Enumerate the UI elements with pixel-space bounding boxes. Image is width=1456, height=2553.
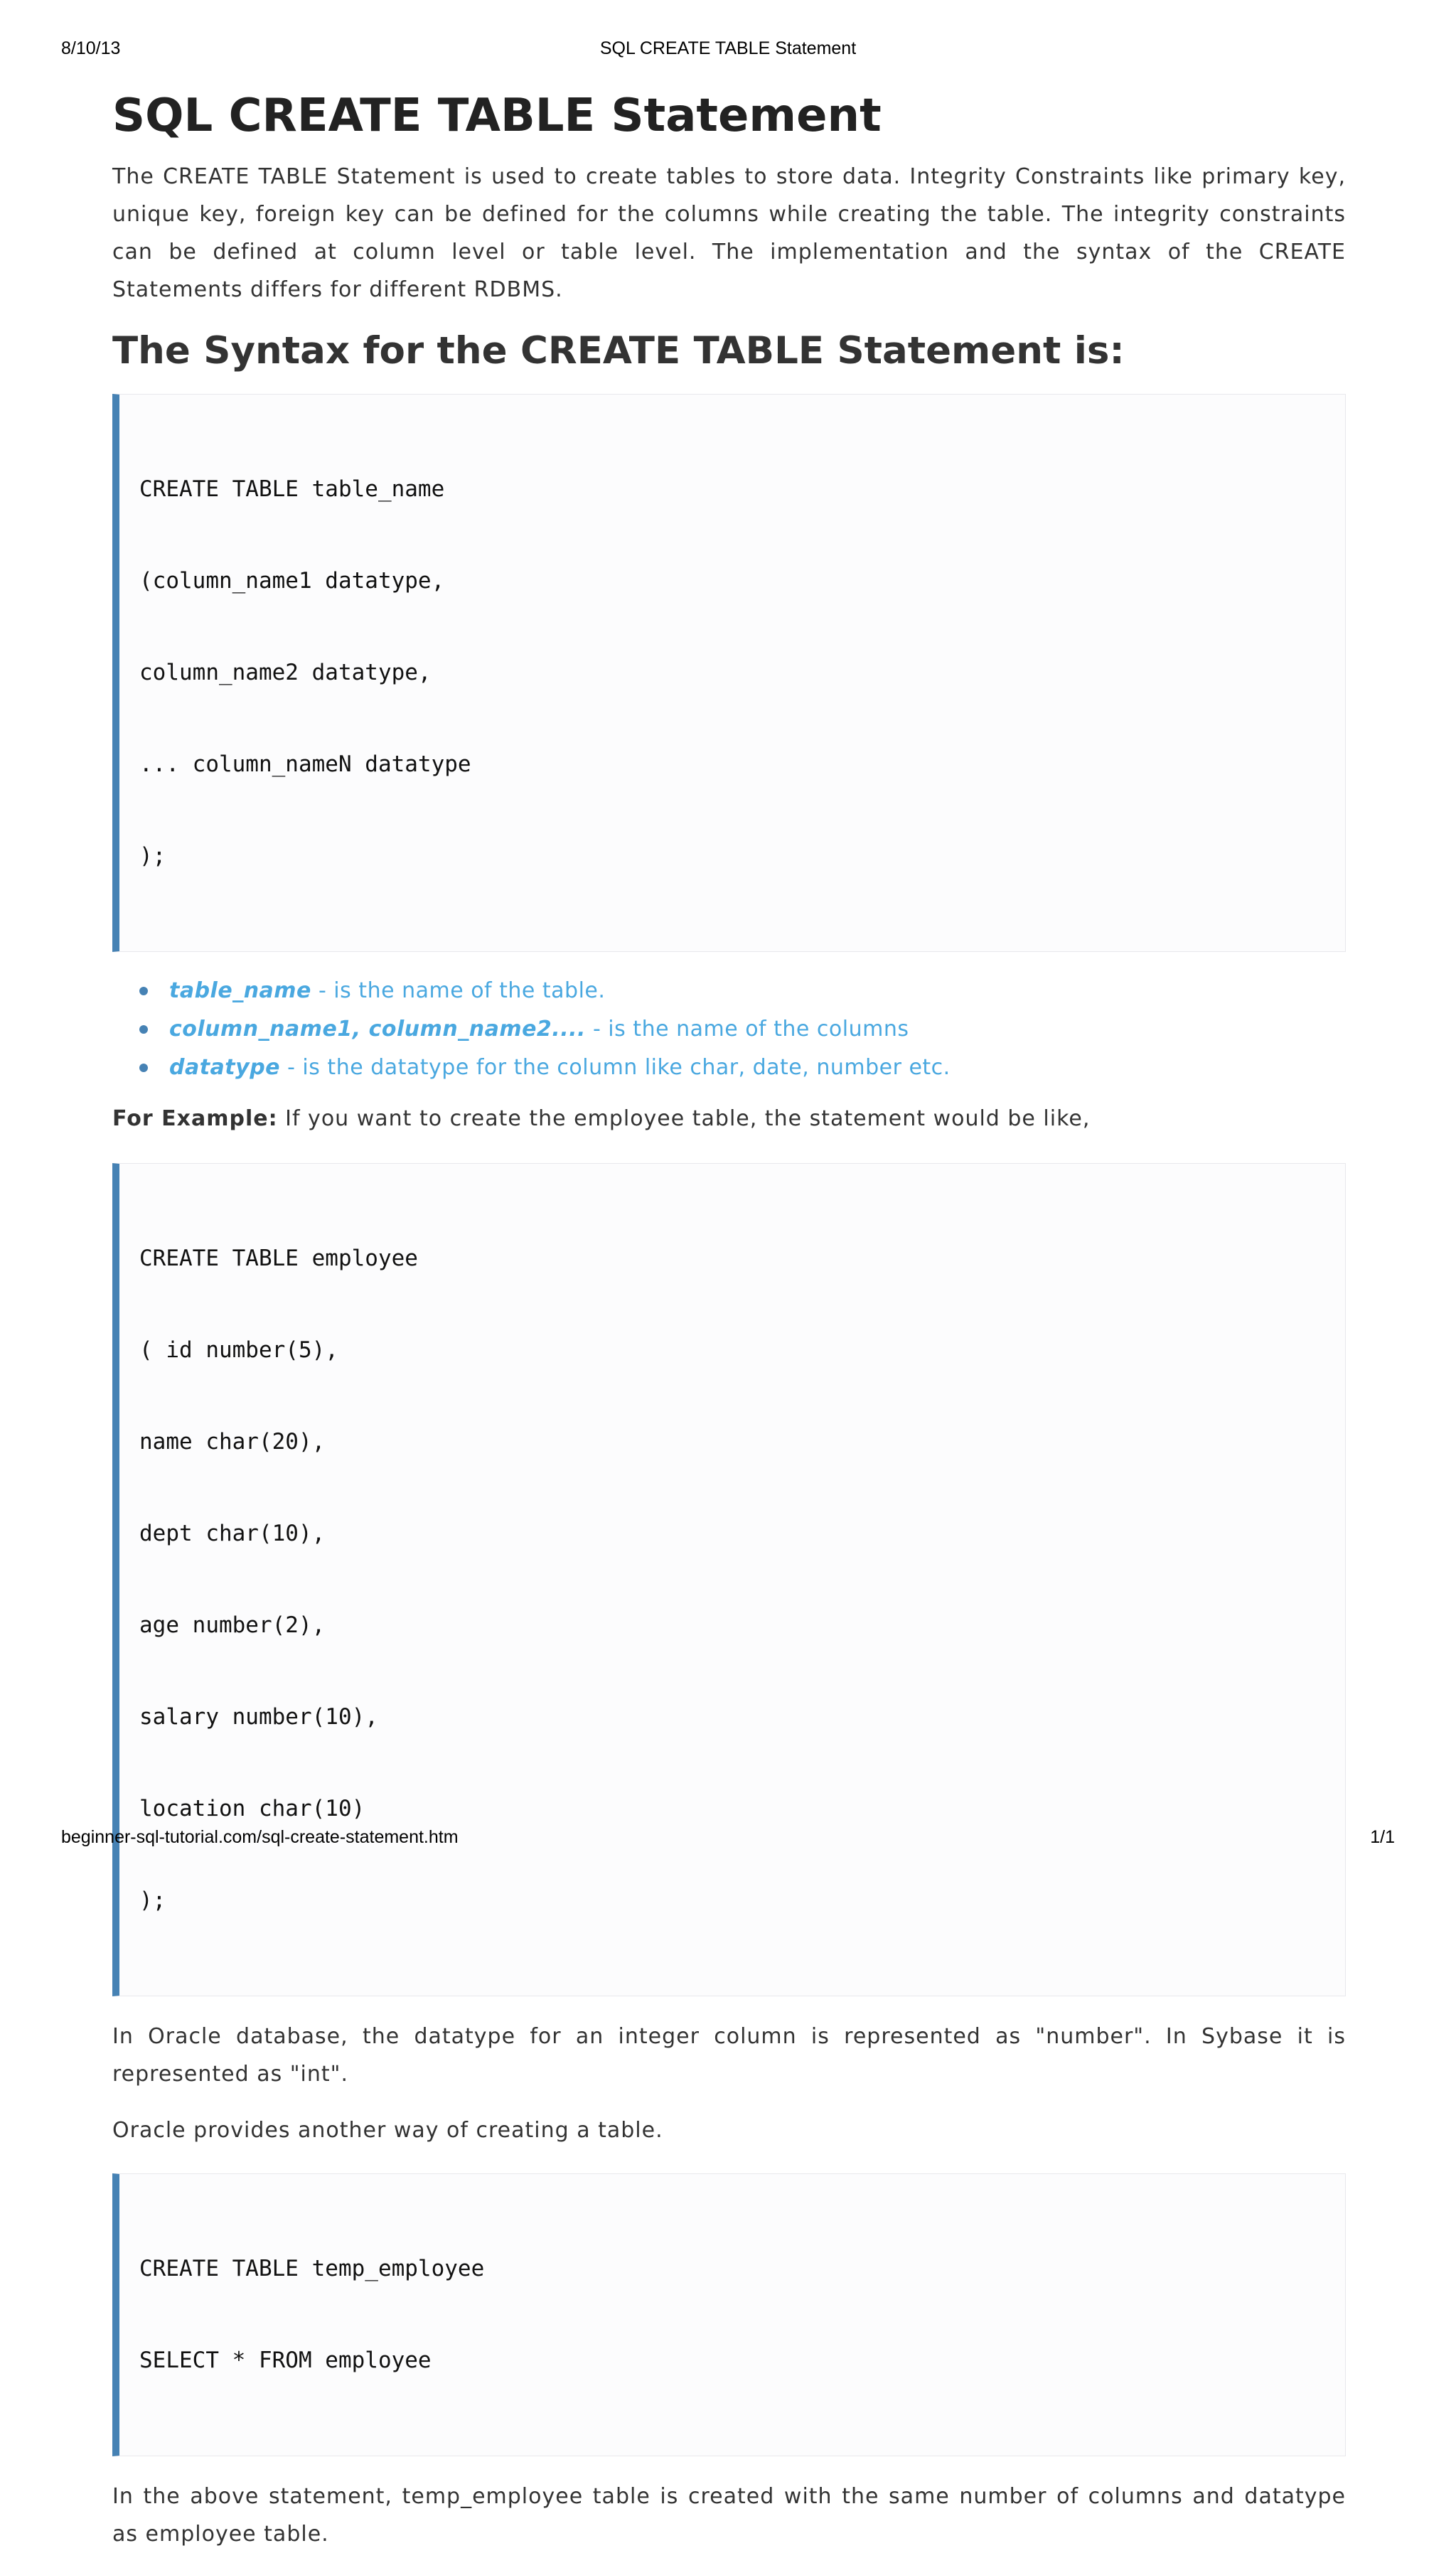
- example-label: For Example:: [112, 1106, 278, 1131]
- code-line: salary number(10),: [139, 1704, 378, 1730]
- definition-term: column_name1, column_name2....: [169, 1017, 586, 1042]
- code-line: ... column_nameN datatype: [139, 751, 471, 777]
- page-title: SQL CREATE TABLE Statement: [112, 90, 882, 142]
- syntax-code-block: [112, 394, 1346, 952]
- oracle-alt-text: Oracle provides another way of creating a table.: [112, 2118, 663, 2143]
- code-line: name char(20),: [139, 1429, 326, 1455]
- closing-paragraph: In the above statement, temp_employee table is created with the same number of columns and datatype as employee table.: [112, 2484, 1346, 2547]
- bullet-icon: [139, 987, 148, 995]
- code-line: CREATE TABLE table_name: [139, 476, 445, 502]
- print-page-number: 1/1: [1370, 1827, 1395, 1847]
- bullet-icon: [139, 1025, 148, 1034]
- oracle-code-block: [112, 2173, 1346, 2456]
- definition-desc: - is the name of the columns: [585, 1017, 909, 1042]
- syntax-heading: The Syntax for the CREATE TABLE Statement is:: [112, 329, 1125, 373]
- definition-desc: - is the name of the table.: [311, 978, 606, 1003]
- bullet-icon: [139, 1064, 148, 1072]
- print-title: SQL CREATE TABLE Statement: [599, 38, 857, 58]
- code-line: CREATE TABLE employee: [139, 1246, 418, 1271]
- definition-list: [112, 972, 1346, 1087]
- intro-paragraph: The CREATE TABLE Statement is used to create tables to store data. Integrity Constraints like primary key, unique key, foreign key can be defined for the columns while creating the table. The integrity constraints can be defined at column level or table level. The implementation and the syntax of the CREATE Statements differs for different RDBMS.: [112, 164, 1346, 302]
- list-item: [139, 1049, 1346, 1087]
- list-item: [139, 1010, 1346, 1049]
- definition-term: datatype: [169, 1055, 281, 1080]
- definition-desc: - is the datatype for the column like char, date, number etc.: [280, 1055, 951, 1080]
- code-line: CREATE TABLE temp_employee: [139, 2256, 485, 2281]
- code-line: location char(10): [139, 1796, 365, 1821]
- print-header: [61, 38, 1395, 63]
- definition-term: table_name: [169, 978, 311, 1003]
- oracle-note: In Oracle database, the datatype for an integer column is represented as "number". In Sybase it is represented as "int".: [112, 2024, 1346, 2087]
- list-item: [139, 972, 1346, 1010]
- print-url: beginner-sql-tutorial.com/sql-create-statement.htm: [61, 1827, 459, 1847]
- code-line: age number(2),: [139, 1612, 326, 1638]
- code-line: ( id number(5),: [139, 1337, 338, 1363]
- article: [112, 84, 1346, 2553]
- code-line: dept char(10),: [139, 1521, 326, 1546]
- code-line: );: [139, 1888, 166, 1913]
- example-code-block: [112, 1163, 1346, 1996]
- code-line: );: [139, 843, 166, 869]
- example-intro: [112, 1100, 1346, 1138]
- print-footer: [61, 1827, 1395, 1851]
- print-date: 8/10/13: [61, 38, 121, 58]
- code-line: column_name2 datatype,: [139, 660, 432, 685]
- code-line: SELECT * FROM employee: [139, 2348, 432, 2373]
- example-text: If you want to create the employee table, the statement would be like,: [277, 1106, 1091, 1131]
- code-line: (column_name1 datatype,: [139, 568, 445, 594]
